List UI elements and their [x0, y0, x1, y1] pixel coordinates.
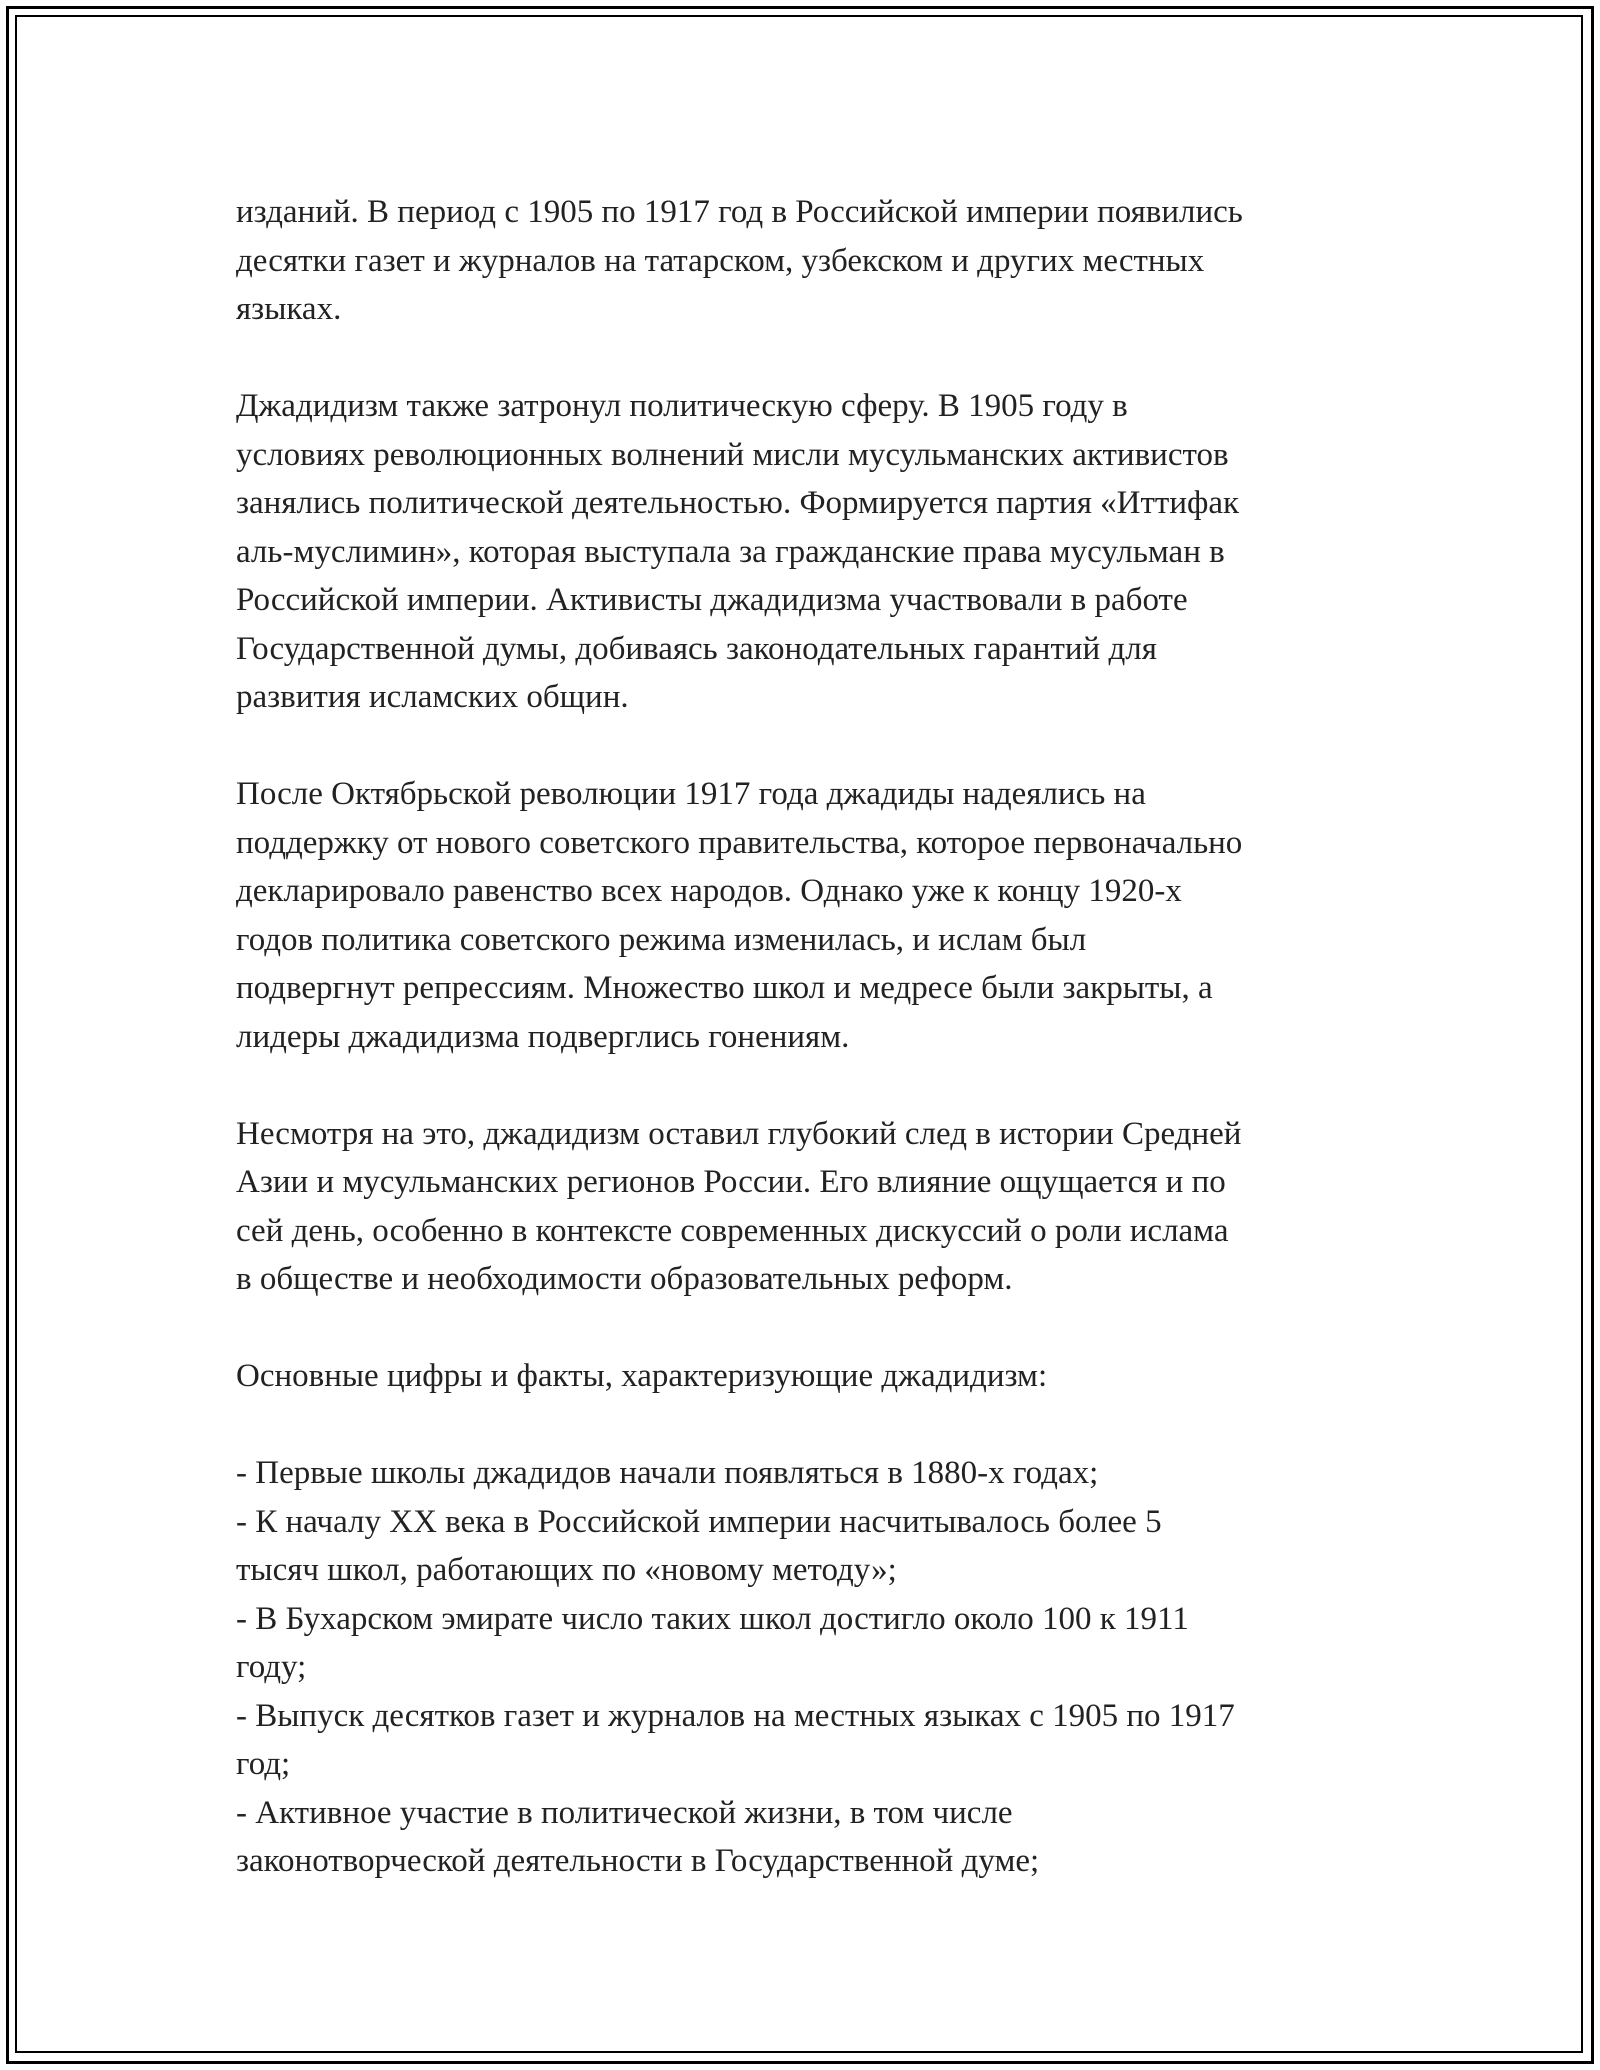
list-item: - Активное участие в политической жизни, в том числе: [236, 1794, 1013, 1831]
text-line: занялись политической деятельностью. Формируется партия «Иттифак: [236, 485, 1240, 521]
paragraph-5: [236, 1352, 1376, 1401]
text-line: языках.: [236, 291, 342, 327]
paragraph-2: [236, 382, 1376, 722]
text-line: в обществе и необходимости образовательных реформ.: [236, 1261, 1013, 1297]
text-line: лидеры джадидизма подверглись гонениям.: [236, 1018, 850, 1055]
text-line: Джадидизм также затронул политическую сферу. В 1905 году в: [236, 388, 1128, 424]
list-item: - К началу XX века в Российской империи насчитывалось более 5: [236, 1503, 1162, 1540]
list-item: законотворческой деятельности в Государственной думе;: [236, 1843, 1040, 1879]
list-item: - В Бухарском эмирате число таких школ достигло около 100 к 1911: [236, 1600, 1189, 1637]
list-item: - Выпуск десятков газет и журналов на местных языках с 1905 по 1917: [236, 1697, 1235, 1734]
text-line: Азии и мусульманских регионов России. Его влияние ощущается и по: [236, 1164, 1226, 1200]
text-line: Государственной думы, добиваясь законодательных гарантий для: [236, 630, 1157, 667]
paragraph-3: [236, 770, 1376, 1061]
text-line: развития исламских общин.: [236, 679, 629, 715]
paragraph-1: [236, 188, 1376, 334]
text-line: Несмотря на это, джадидизм оставил глубокий след в истории Средней: [236, 1115, 1242, 1152]
list-item: тысяч школ, работающих по «новому методу»;: [236, 1552, 897, 1588]
list-item: - Первые школы джадидов начали появляться в 1880-х годах;: [236, 1455, 1099, 1491]
paragraph-4: [236, 1110, 1376, 1304]
text-line: Основные цифры и факты, характеризующие джадидизм:: [236, 1358, 1048, 1394]
text-line: изданий. В период с 1905 по 1917 год в Российской империи появились: [236, 194, 1243, 230]
facts-list: [236, 1449, 1376, 1886]
text-line: поддержку от нового советского правительства, которое первоначально: [236, 824, 1243, 861]
list-item: год;: [236, 1746, 291, 1782]
text-line: годов политика советского режима изменилась, и ислам был: [236, 921, 1087, 958]
list-item: году;: [236, 1649, 307, 1685]
text-line: аль-муслимин», которая выступала за гражданские права мусульман в: [236, 533, 1225, 570]
text-line: условиях революционных волнений мисли мусульманских активистов: [236, 436, 1229, 473]
text-line: десятки газет и журналов на татарском, узбекском и других местных: [236, 242, 1205, 279]
text-line: подвергнут репрессиям. Множество школ и медресе были закрыты, а: [236, 970, 1213, 1006]
document-body: [236, 188, 1376, 1886]
text-line: декларировало равенство всех народов. Однако уже к концу 1920-х: [236, 873, 1182, 909]
text-line: После Октябрьской революции 1917 года джадиды надеялись на: [236, 776, 1146, 812]
text-line: сей день, особенно в контексте современных дискуссий о роли ислама: [236, 1212, 1229, 1249]
text-line: Российской империи. Активисты джадидизма участвовали в работе: [236, 582, 1188, 618]
